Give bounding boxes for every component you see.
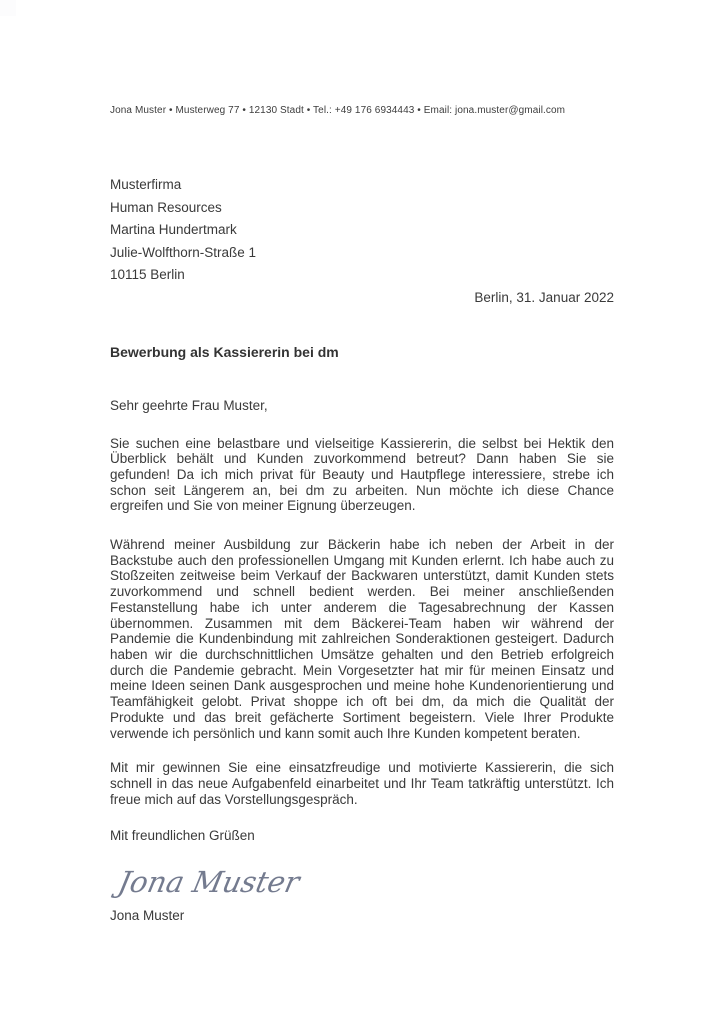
handwritten-signature: [110, 858, 614, 906]
recipient-contact-person: Martina Hundertmark: [110, 222, 237, 238]
body-paragraph-intro: Sie suchen eine belastbare und vielseitige Kassiererin, die selbst bei Hektik den Überblick behält und Kunden zuvorkommend betreut? Dann haben Sie sie gefunden! Da ich mich privat für Beauty und Hautpflege interessiere, strebe ich schon seit Längerem an, bei dm zu arbeiten. Nun möchte ich diese Chance ergreifen und Sie von meiner Eignung überzeugen.: [110, 435, 614, 514]
recipient-block: [110, 174, 614, 287]
recipient-city: 10115 Berlin: [110, 267, 185, 283]
body-paragraph-experience: Während meiner Ausbildung zur Bäckerin habe ich neben der Arbeit in der Backstube auch den professionellen Umgang mit Kunden erlernt. Ich habe auch zu Stoßzeiten zeitweise beim Verkauf der Backwaren unterstützt, damit Kunden stets zuvorkommend und schnell bedient werden. Bei meiner anschließenden Festanstellung habe ich unter anderem die Tagesabrechnung der Kassen übernommen. Zusammen mit dem Bäckerei-Team haben wir während der Pandemie die Kundenbindung mit zahlreichen Sonderaktionen gesteigert. Dadurch haben wir die durchschnittlichen Umsätze gehalten und den Betrieb erfolgreich durch die Pandemie gebracht. Mein Vorgesetzter hat mir für meinen Einsatz und meine Ideen seinen Dank ausgesprochen und meine hohe Kundenorientierung und Teamfähigkeit gelobt. Privat shoppe ich oft bei dm, da mich die Qualität der Produkte und das breit gefächerte Sortiment begeistern. Viele Ihrer Produkte verwende ich persönlich und kann somit auch Ihre Kunden kompetent beraten.: [110, 537, 614, 741]
recipient-street: Julie-Wolfthorn-Straße 1: [110, 244, 257, 260]
body-paragraph-outro: Mit mir gewinnen Sie eine einsatzfreudige und motivierte Kassiererin, die sich schnell in das neue Aufgabenfeld einarbeitet und Ihr Team tatkräftig unterstützt. Ich freue mich auf das Vorstellungsgespräch.: [110, 760, 614, 807]
signer-name: Jona Muster: [110, 908, 185, 924]
recipient-department: Human Resources: [110, 199, 222, 215]
corner-artifact: [0, 0, 16, 16]
signature-script-text: Jona Muster: [115, 865, 303, 900]
sender-contact-line: Jona Muster • Musterweg 77 • 12130 Stadt • Tel.: +49 176 6934443 • Email: jona.muster@gmail.com: [110, 105, 566, 116]
recipient-company: Musterfirma: [110, 177, 182, 192]
subject-line: Bewerbung als Kassiererin bei dm: [110, 343, 339, 360]
salutation: Sehr geehrte Frau Muster,: [110, 397, 268, 413]
closing-phrase: Mit freundlichen Grüßen: [110, 828, 255, 844]
date-line: Berlin, 31. Januar 2022: [474, 289, 614, 305]
